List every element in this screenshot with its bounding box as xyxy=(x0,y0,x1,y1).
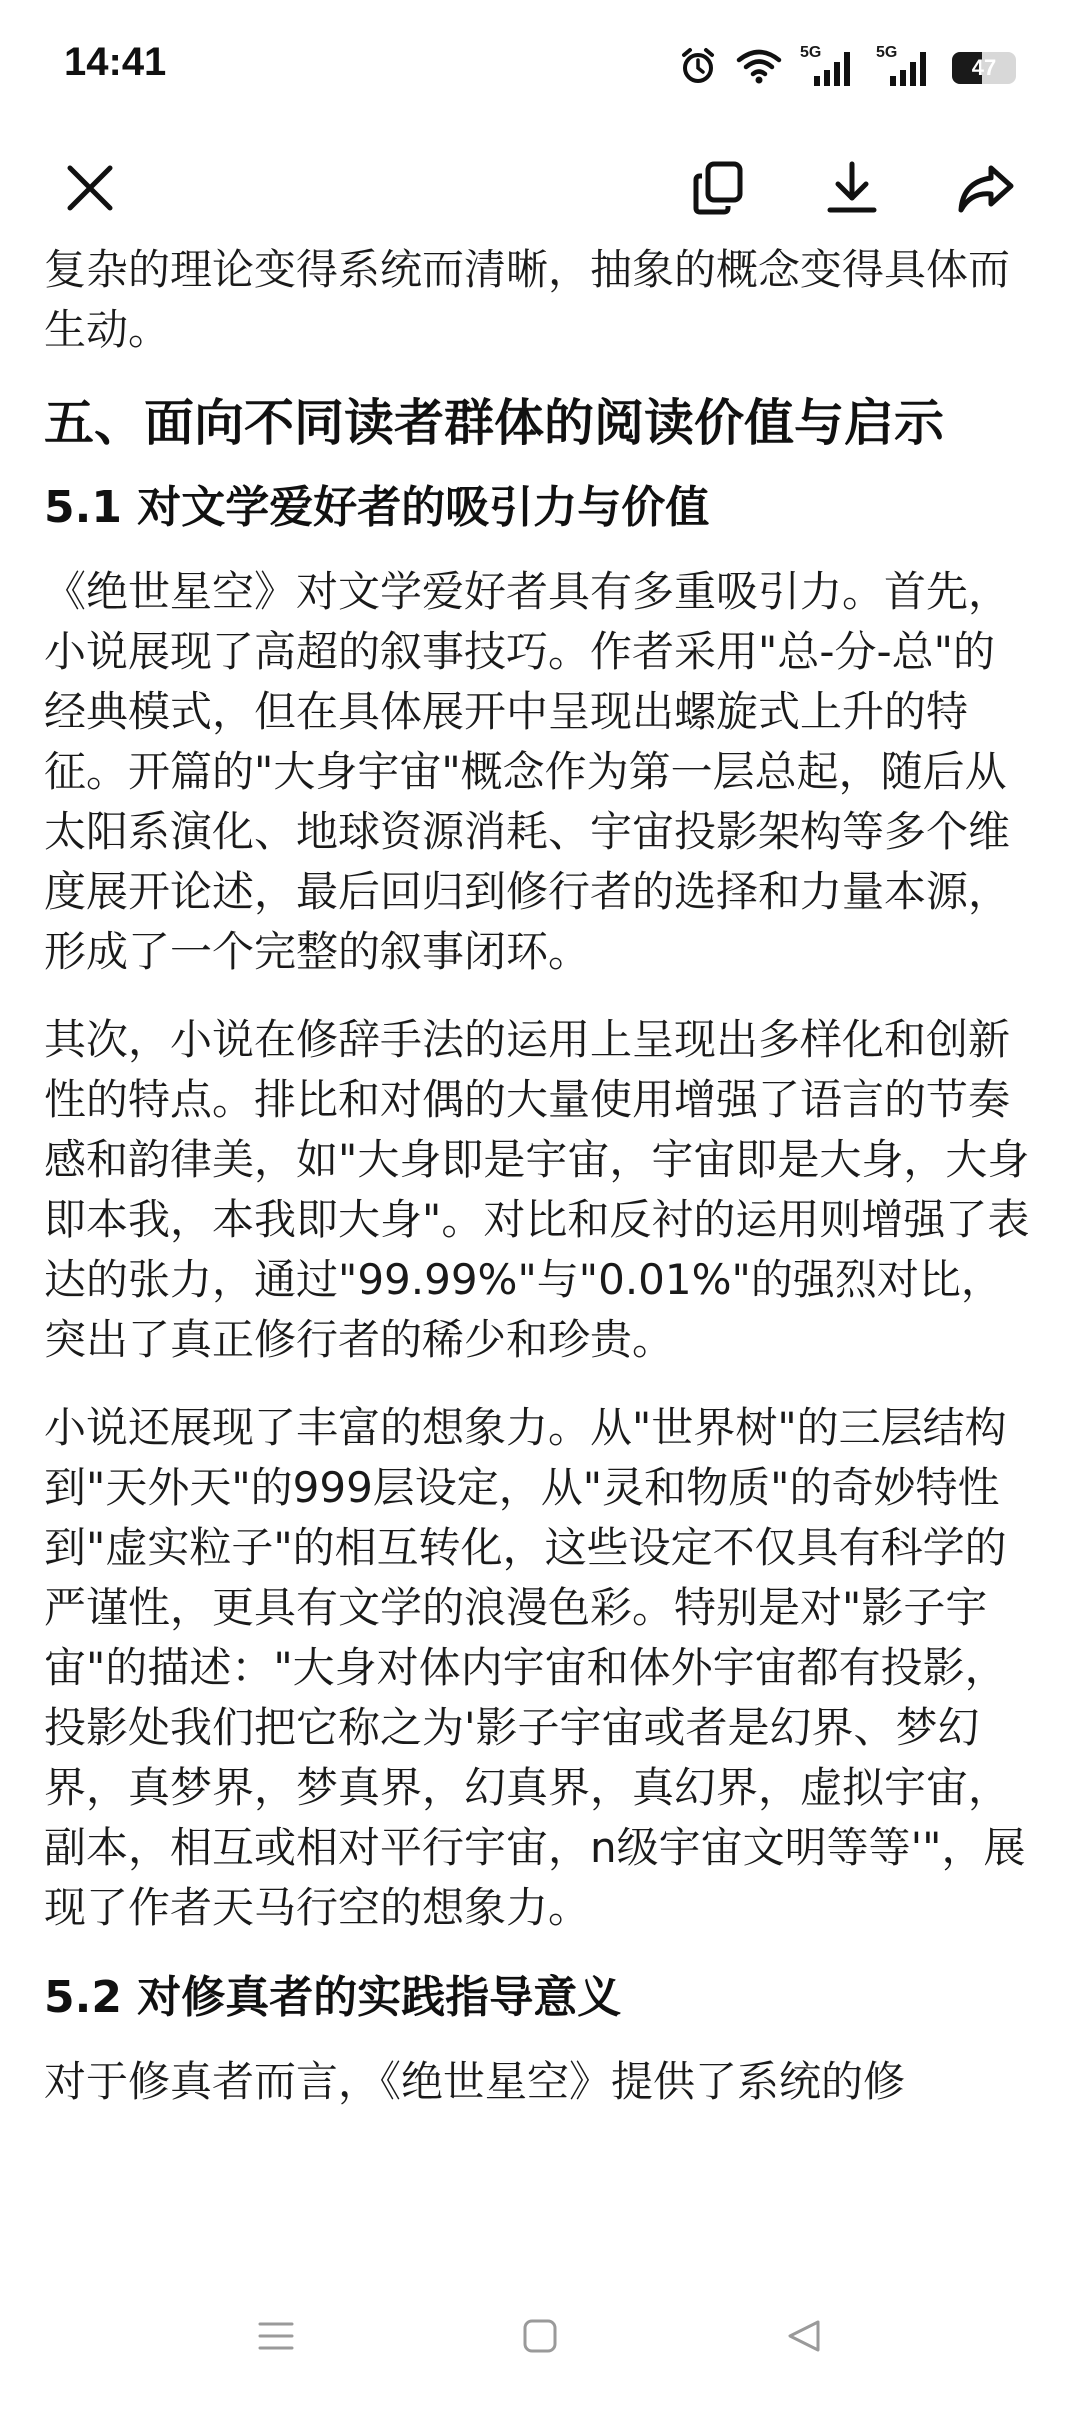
download-icon xyxy=(822,158,882,222)
signal-5g-icon xyxy=(876,44,934,88)
paragraph-4: 对于修真者而言，《绝世星空》提供了系统的修 xyxy=(44,2057,906,2106)
menu-icon xyxy=(256,2318,296,2358)
close-button[interactable] xyxy=(48,148,132,232)
subsection-5-1-heading: 5.1 对文学爱好者的吸引力与价值 xyxy=(44,482,710,533)
status-icons xyxy=(678,46,1016,90)
share-button[interactable] xyxy=(944,148,1028,232)
signal-2-label: 5G xyxy=(876,44,898,61)
paragraph-1: 《绝世星空》对文学爱好者具有多重吸引力。首先，小说展现了高超的叙事技巧。作者采用"总-分-总"的经典模式，但在具体展开中呈现出螺旋式上升的特征。开篇的"大身宇宙"概念作为第一层总起，随后从太阳系演化、地球资源消耗、宇宙投影架构等多个维度展开论述，最后回归到修行者的选择和力量本源，形成了一个完整的叙事闭环。 xyxy=(44,567,1011,976)
signal-5g-icon xyxy=(800,44,858,88)
status-time: 14:41 xyxy=(64,40,167,84)
top-toolbar xyxy=(0,130,1080,250)
paragraph-3: 小说还展现了丰富的想象力。从"世界树"的三层结构到"天外天"的999层设定，从"灵和物质"的奇妙特性到"虚实粒子"的相互转化，这些设定不仅具有科学的严谨性，更具有文学的浪漫色彩。特别是对"影子宇宙"的描述："大身对体内宇宙和体外宇宙都有投影，投影处我们把它称之为'影子宇宙或者是幻界、梦幻界，真梦界，梦真界，幻真界，真幻界，虚拟宇宙，副本，相互或相对平行宇宙，n级宇宙文明等等'"，展现了作者天马行空的想象力。 xyxy=(44,1403,1026,1932)
status-bar xyxy=(0,0,1080,130)
share-icon xyxy=(955,158,1017,222)
battery-icon xyxy=(952,52,1016,84)
recent-apps-button[interactable] xyxy=(236,2298,316,2378)
system-nav-bar xyxy=(0,2270,1080,2412)
paragraph-2: 其次，小说在修辞手法的运用上呈现出多样化和创新性的特点。排比和对偶的大量使用增强了语言的节奏感和韵律美，如"大身即是宇宙，宇宙即是大身，大身即本我，本我即大身"。对比和反衬的运用则增强了表达的张力，通过"99.99%"与"0.01%"的强烈对比，突出了真正修行者的稀少和珍贵。 xyxy=(44,1015,1030,1364)
back-button[interactable] xyxy=(764,2298,844,2378)
subsection-5-2-heading: 5.2 对修真者的实践指导意义 xyxy=(44,1972,622,2023)
copy-button[interactable] xyxy=(676,148,760,232)
download-button[interactable] xyxy=(810,148,894,232)
intro-paragraph-tail: 复杂的理论变得系统而清晰，抽象的概念变得具体而生动。 xyxy=(44,245,1011,354)
signal-1-label: 5G xyxy=(800,44,822,61)
close-icon xyxy=(62,160,118,220)
section-5-heading: 五、面向不同读者群体的阅读价值与启示 xyxy=(44,394,944,452)
wifi-icon xyxy=(736,48,782,88)
copy-icon xyxy=(688,158,748,222)
back-icon xyxy=(784,2316,824,2360)
home-button[interactable] xyxy=(500,2298,580,2378)
home-icon xyxy=(520,2316,560,2360)
alarm-icon xyxy=(678,46,718,90)
article-content xyxy=(44,240,1036,2256)
battery-percent: 47 xyxy=(971,55,997,80)
